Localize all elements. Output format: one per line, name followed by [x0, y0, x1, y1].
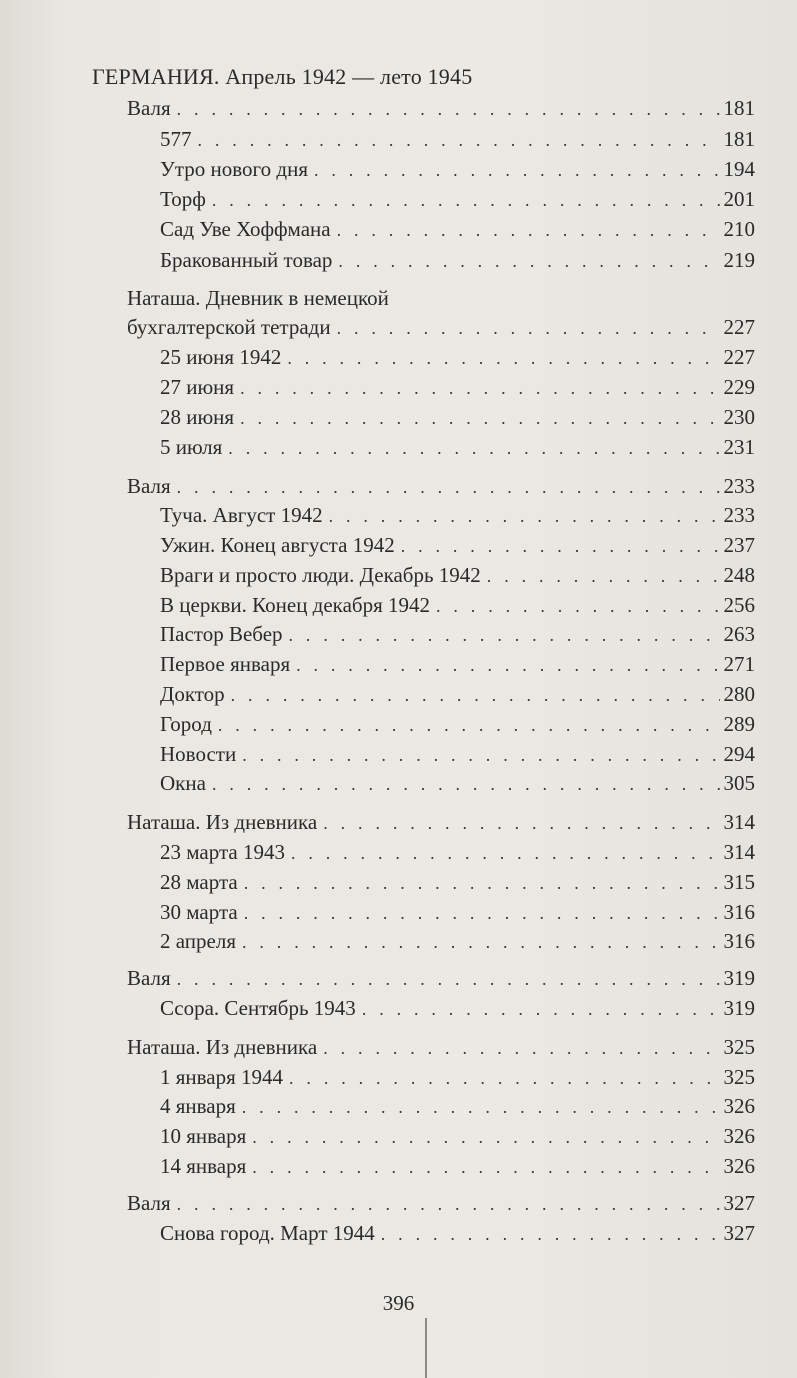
toc-entry-title: 23 марта 1943: [160, 840, 285, 864]
toc-entry-title: Валя: [127, 96, 171, 120]
dot-leader: [289, 1064, 719, 1092]
toc-entry: [160, 1219, 755, 1247]
toc-entry-title: Наташа. Из дневника: [127, 1035, 318, 1059]
toc-entry: [160, 343, 755, 371]
binding-line: [425, 1318, 427, 1378]
dot-leader: [323, 809, 719, 837]
dot-leader: [329, 502, 720, 530]
section-title: ГЕРМАНИЯ. Апрель 1942 — лето 1945: [92, 64, 473, 89]
toc-entry: [160, 868, 755, 896]
toc-entry-page: 314: [723, 840, 755, 864]
toc-entry-title: Торф: [160, 187, 206, 211]
toc-entry: [160, 215, 755, 243]
toc-entry-title: Туча. Август 1942: [160, 503, 323, 527]
toc-entry-page: 305: [723, 771, 755, 795]
toc-entry-page: 327: [723, 1191, 755, 1215]
toc-entry-title: 28 марта: [160, 870, 238, 894]
dot-leader: [244, 869, 720, 897]
dot-leader: [177, 965, 720, 993]
toc-entry: [160, 650, 755, 678]
toc-entry-title: Наташа. Из дневника: [127, 810, 318, 834]
toc-entry-title: Ссора. Сентябрь 1943: [160, 996, 356, 1020]
toc-entry-page: 263: [723, 622, 755, 646]
toc-entry: [127, 808, 755, 836]
toc-entry: [160, 531, 755, 559]
dot-leader: [291, 839, 720, 867]
toc-entry-title: 10 января: [160, 1124, 247, 1148]
toc-entry: [160, 185, 755, 213]
toc-entry: [160, 501, 755, 529]
toc-entry: [127, 1033, 755, 1061]
toc-entry-title: 1 января 1944: [160, 1065, 284, 1089]
toc-entry: [160, 927, 755, 955]
toc-entry-title: 30 марта: [160, 900, 238, 924]
dot-leader: [381, 1220, 720, 1248]
toc-entry-page: 319: [723, 966, 755, 990]
toc-entry-page: 280: [723, 682, 755, 706]
toc-entry-page: 194: [723, 157, 755, 181]
dot-leader: [240, 374, 719, 402]
toc-entry-page: 316: [723, 900, 755, 924]
dot-leader: [240, 404, 719, 432]
toc-entry-page: 294: [723, 742, 755, 766]
dot-leader: [198, 126, 720, 154]
dot-leader: [231, 681, 720, 709]
toc-entry: [160, 591, 755, 619]
toc-entry-title: Валя: [127, 966, 171, 990]
toc-entry: [127, 472, 755, 500]
toc-entry-page: 237: [723, 533, 755, 557]
dot-leader: [177, 95, 720, 123]
toc-entry-page: 327: [723, 1221, 755, 1245]
toc-entry-title: 4 января: [160, 1094, 236, 1118]
toc-entry: [160, 838, 755, 866]
dot-leader: [323, 1034, 719, 1062]
dot-leader: [337, 314, 720, 342]
toc-entry-title: Наташа. Дневник в немецкой: [127, 286, 389, 310]
dot-leader: [436, 592, 720, 620]
toc-entry-title: Бракованный товар: [160, 248, 333, 272]
dot-leader: [177, 473, 720, 501]
dot-leader: [242, 928, 720, 956]
toc-entry-page: 248: [723, 563, 755, 587]
toc-entry-title: Снова город. Март 1944: [160, 1221, 375, 1245]
dot-leader: [177, 1190, 720, 1218]
toc-entry-page: 210: [723, 217, 755, 241]
toc-entry: [160, 710, 755, 738]
toc-entry-page: 181: [723, 127, 755, 151]
dot-leader: [487, 562, 720, 590]
toc-entry: [160, 155, 755, 183]
toc-entry: [160, 246, 755, 274]
toc-entry: [160, 1092, 755, 1120]
toc-entry-page: 227: [723, 345, 755, 369]
toc-entry-title: Враги и просто люди. Декабрь 1942: [160, 563, 481, 587]
dot-leader: [212, 770, 720, 798]
toc-entry: [127, 94, 755, 122]
toc-entry: [160, 994, 755, 1022]
toc-entry: [127, 1189, 755, 1217]
toc-entry-title: Сад Уве Хоффмана: [160, 217, 331, 241]
toc-entry-title: Окна: [160, 771, 206, 795]
toc-entry: [160, 898, 755, 926]
toc-entry-title: Пастор Вебер: [160, 622, 283, 646]
dot-leader: [289, 621, 720, 649]
toc-entry-title: В церкви. Конец декабря 1942: [160, 593, 430, 617]
dot-leader: [244, 899, 720, 927]
toc-entry-title: бухгалтерской тетради: [127, 315, 331, 339]
toc-entry: [127, 964, 755, 992]
toc-entry-page: 181: [723, 96, 755, 120]
toc-entry-title: Утро нового дня: [160, 157, 308, 181]
toc-entry-title: Город: [160, 712, 212, 736]
toc-entry-title: 577: [160, 127, 192, 151]
toc-entry-title: Ужин. Конец августа 1942: [160, 533, 395, 557]
toc-entry-title: 27 июня: [160, 375, 235, 399]
toc-entry: [160, 1122, 755, 1150]
dot-leader: [242, 1093, 720, 1121]
dot-leader: [337, 216, 720, 244]
toc-entry-title: 2 апреля: [160, 929, 236, 953]
toc-entry-page: 316: [723, 929, 755, 953]
toc-entry-page: 271: [723, 652, 755, 676]
toc-entry-page: 326: [723, 1154, 755, 1178]
toc-entry-page: 256: [723, 593, 755, 617]
toc-entry-page: 325: [723, 1035, 755, 1059]
toc-entry: [160, 403, 755, 431]
toc-entry-page: 326: [723, 1094, 755, 1118]
dot-leader: [228, 434, 719, 462]
toc-entry-page: 326: [723, 1124, 755, 1148]
page-number: 396: [382, 1291, 415, 1315]
toc-entry-page: 231: [723, 435, 755, 459]
toc-entry: [160, 620, 755, 648]
toc-entry: [160, 1152, 755, 1180]
toc-entry: [160, 433, 755, 461]
toc-entry-page: 289: [723, 712, 755, 736]
toc-entry-title: Новости: [160, 742, 237, 766]
toc-entry: [127, 313, 755, 341]
toc-entry-title: Первое января: [160, 652, 291, 676]
toc-entry: [160, 373, 755, 401]
toc-entry-title: Валя: [127, 1191, 171, 1215]
toc-entry-page: 325: [723, 1065, 755, 1089]
toc-entry-title: Валя: [127, 474, 171, 498]
toc-entry-page: 230: [723, 405, 755, 429]
toc-entry-page: 227: [723, 315, 755, 339]
dot-leader: [218, 711, 720, 739]
toc-entry-page: 233: [723, 503, 755, 527]
dot-leader: [338, 247, 719, 275]
dot-leader: [296, 651, 719, 679]
toc-entry-page: 315: [723, 870, 755, 894]
toc-entry-title: Доктор: [160, 682, 225, 706]
toc-entry-title: 28 июня: [160, 405, 235, 429]
toc-entry: [160, 125, 755, 153]
toc-entry: [127, 284, 755, 312]
dot-leader: [252, 1153, 719, 1181]
toc-entry-page: 219: [723, 248, 755, 272]
toc-entry: [160, 769, 755, 797]
dot-leader: [252, 1123, 719, 1151]
dot-leader: [242, 741, 719, 769]
dot-leader: [287, 344, 719, 372]
dot-leader: [212, 186, 720, 214]
dot-leader: [401, 532, 720, 560]
toc-entry-title: 14 января: [160, 1154, 247, 1178]
toc-entry-page: 314: [723, 810, 755, 834]
dot-leader: [362, 995, 720, 1023]
toc-entry-page: 233: [723, 474, 755, 498]
toc-entry-page: 319: [723, 996, 755, 1020]
toc-entry-page: 201: [723, 187, 755, 211]
dot-leader: [314, 156, 720, 184]
toc-entry-title: 25 июня 1942: [160, 345, 282, 369]
toc-entry: [160, 561, 755, 589]
toc-entry-title: 5 июля: [160, 435, 223, 459]
toc-entry: [160, 740, 755, 768]
toc-entry-page: 229: [723, 375, 755, 399]
toc-entry: [160, 1063, 755, 1091]
toc-entry: [160, 680, 755, 708]
